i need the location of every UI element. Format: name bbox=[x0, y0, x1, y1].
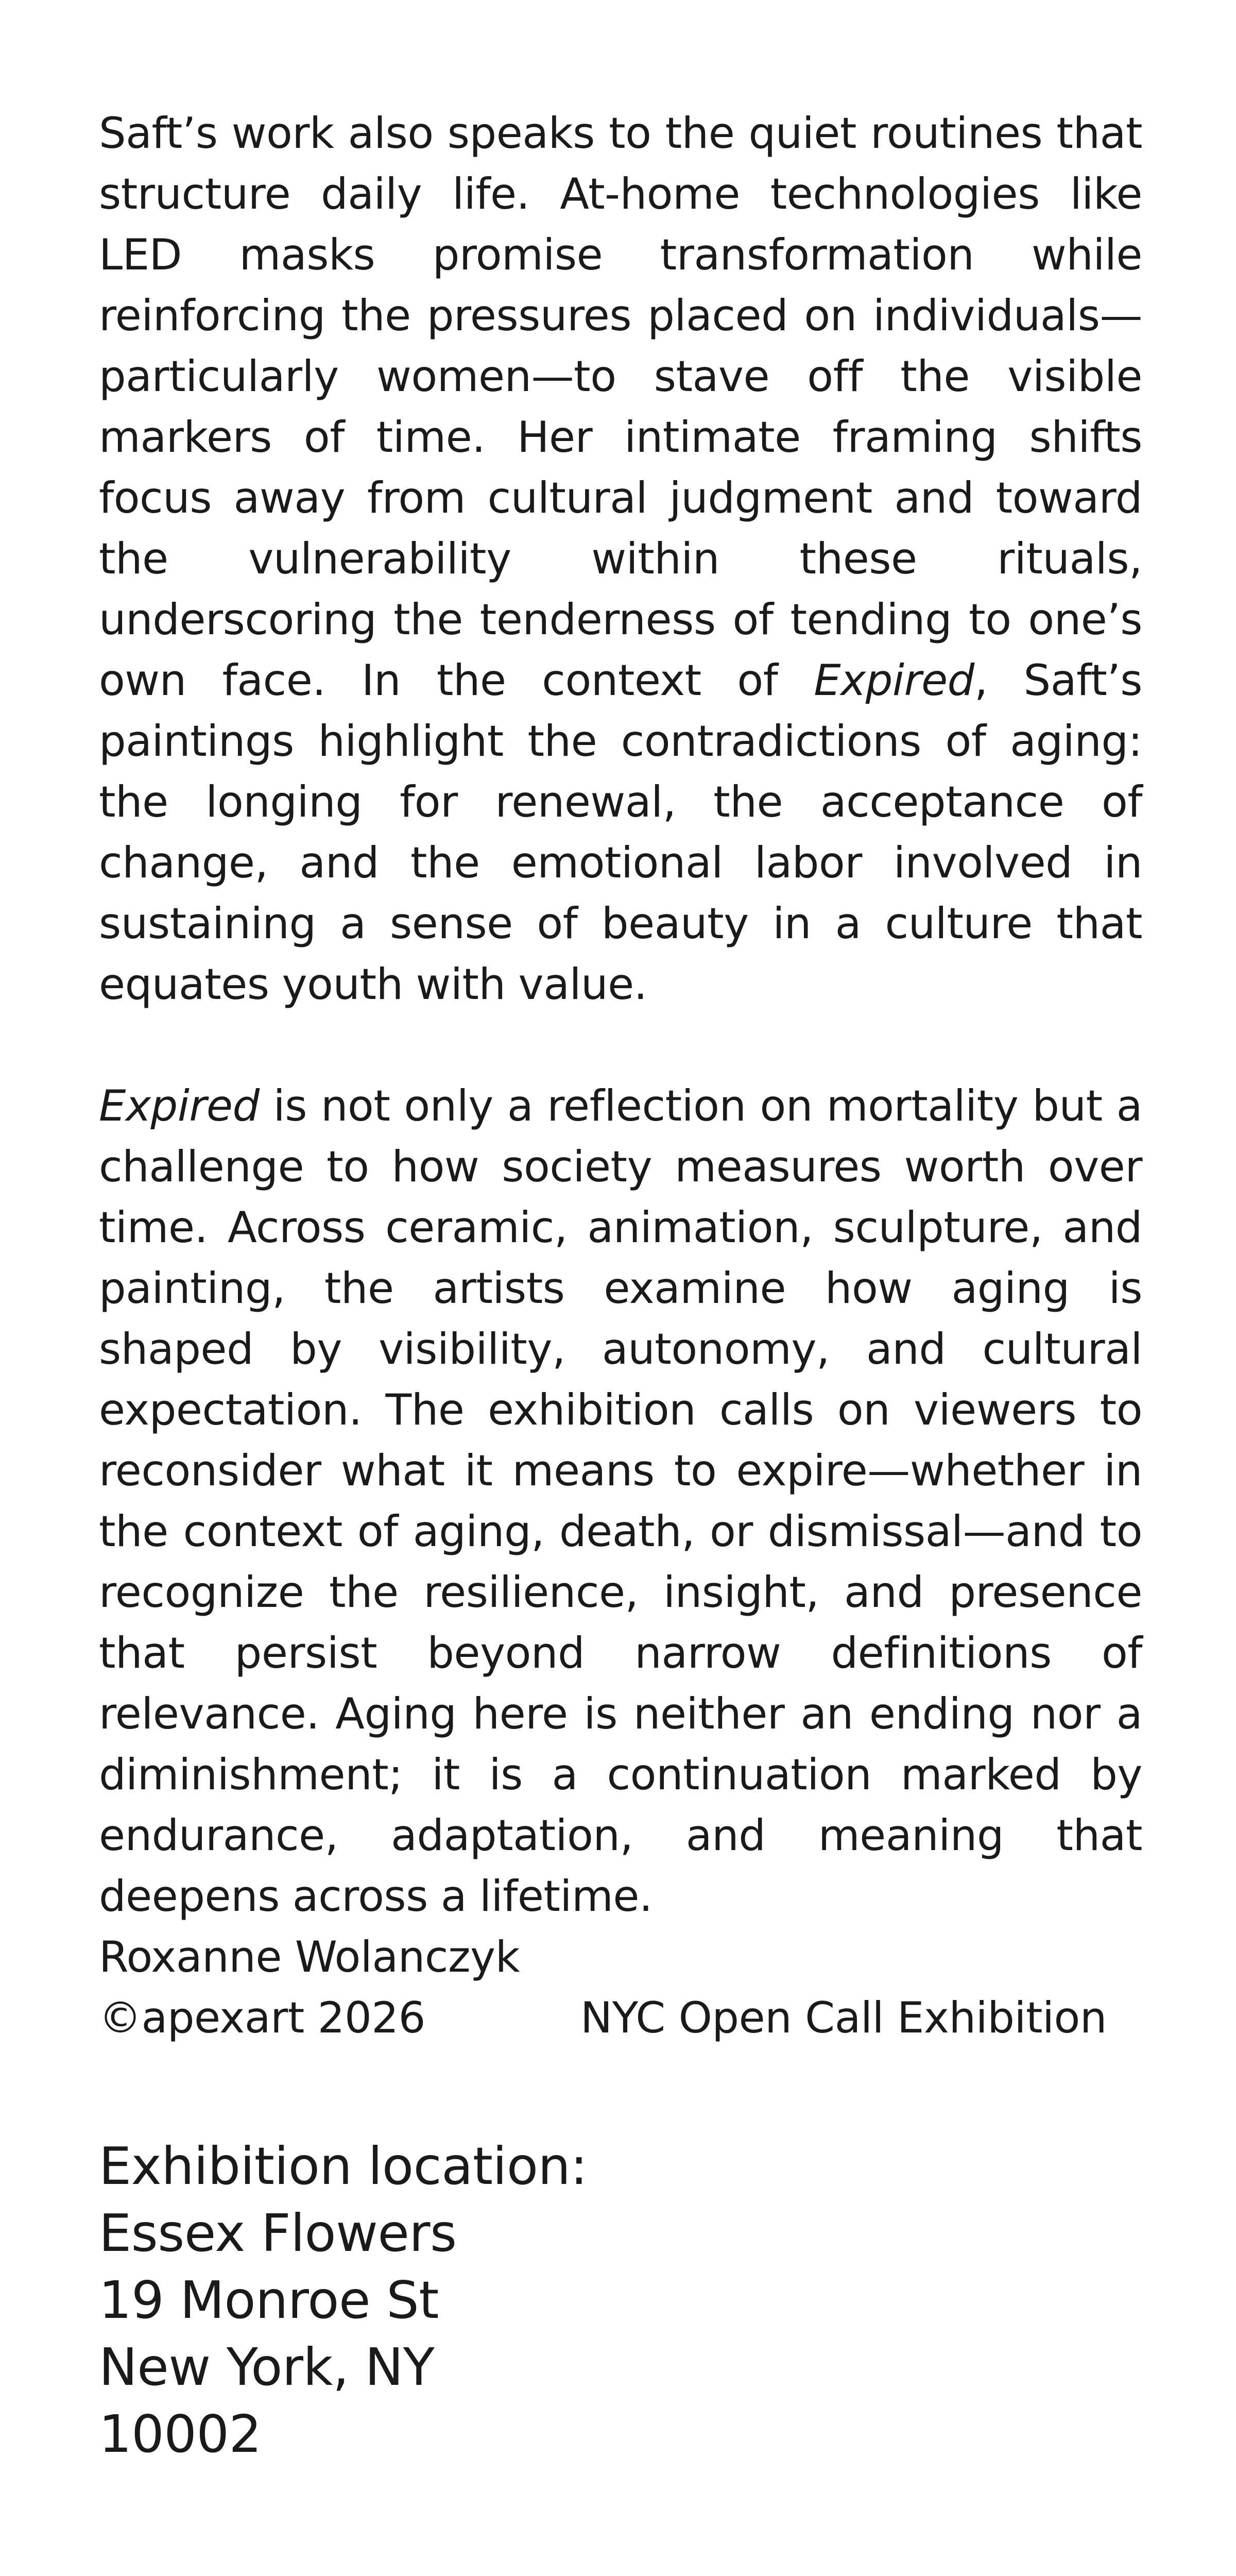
venue-name: Essex Flowers bbox=[99, 2203, 457, 2263]
credits-block bbox=[99, 1927, 1142, 2048]
street-address: 19 Monroe St bbox=[99, 2270, 439, 2330]
essay-paragraph-2 bbox=[99, 1076, 1142, 1927]
location-heading: Exhibition location: bbox=[99, 2136, 588, 2196]
copyright-notice: ©apexart 2026 bbox=[99, 1993, 425, 2043]
program-name: NYC Open Call Exhibition bbox=[580, 1993, 1107, 2043]
city-state: New York, NY bbox=[99, 2337, 435, 2397]
zip-code: 10002 bbox=[99, 2404, 262, 2464]
paragraph-1-text-start: Saft’s work also speaks to the quiet routines that structure daily life. At-home technologies like LED masks promise transformation while reinforcing the pressures placed on individuals—particularly women—to stave off the visible markers of time. Her intimate framing shifts focus away from cultural judgment and toward the vulnerability within these rituals, underscoring the tenderness of tending to one’s own face. In the context of bbox=[99, 108, 1142, 705]
author-name: Roxanne Wolanczyk bbox=[99, 1932, 520, 1982]
exhibition-location bbox=[99, 2133, 588, 2468]
credits-row bbox=[99, 1988, 1142, 2048]
paragraph-2-text: is not only a reflection on mortality but a challenge to how society measures worth over time. Across ceramic, animation, sculpture, and painting, the artists examine how aging is shaped by visibility, autonomy, and cultural expectation. The exhibition calls on viewers to reconsider what it means to expire—whether in the context of aging, death, or dismissal—and to recognize the resilience, insight, and presence that persist beyond narrow definitions of relevance. Aging here is neither an ending nor a diminishment; it is a continuation marked by endurance, adaptation, and meaning that deepens across a lifetime. bbox=[99, 1081, 1142, 1921]
paragraph-1-text-end: , Saft’s paintings highlight the contradictions of aging: the longing for renewal, the acceptance of change, and the emotional labor involved in sustaining a sense of beauty in a culture that equates youth with value. bbox=[99, 655, 1143, 1009]
exhibition-title-italic: Expired bbox=[99, 1081, 260, 1131]
essay-body bbox=[99, 103, 1142, 1927]
exhibition-title-italic: Expired bbox=[814, 655, 974, 705]
essay-paragraph-1 bbox=[99, 103, 1142, 1015]
